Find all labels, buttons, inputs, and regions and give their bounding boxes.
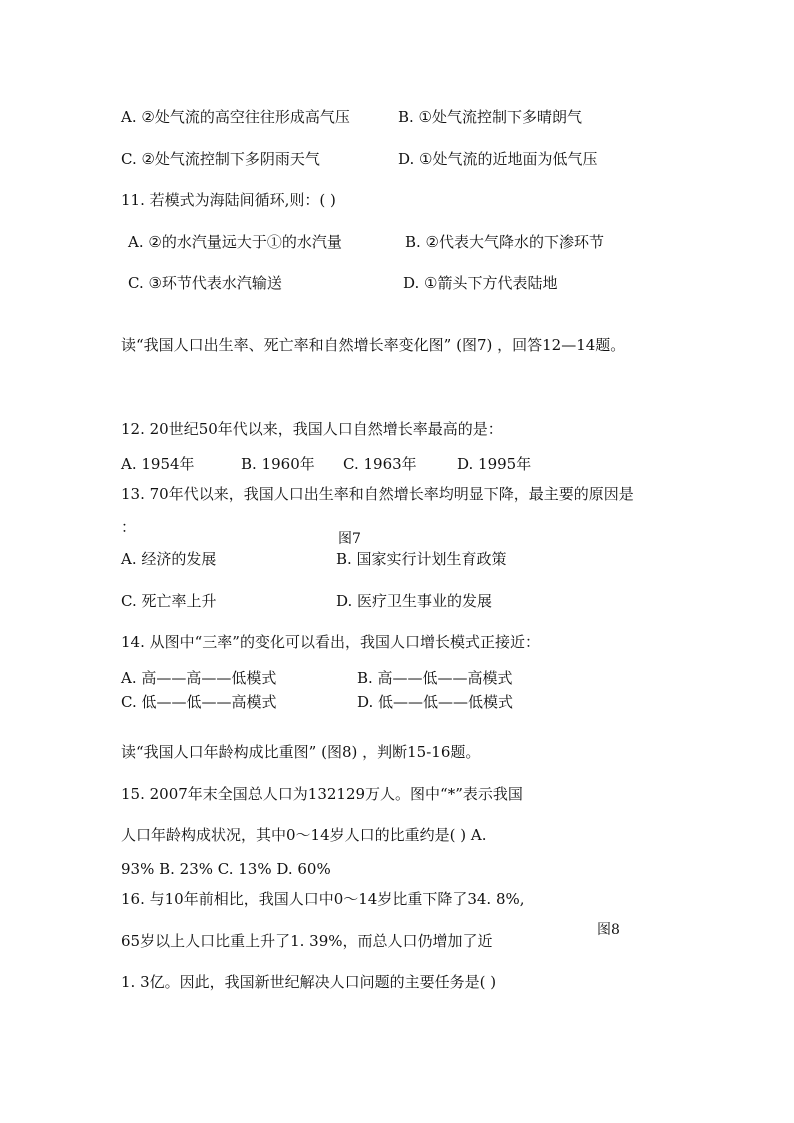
q11-option-a: A. ②的水汽量远大于①的水汽量 bbox=[128, 233, 342, 251]
q12-option-d: D. 1995年 bbox=[457, 455, 532, 473]
q15-line-2: 人口年龄构成状况，其中0～14岁人口的比重约是( ) A. bbox=[121, 826, 487, 844]
q10-option-b: B. ①处气流控制下多晴朗气 bbox=[398, 108, 583, 126]
figure-8-label: 图8 bbox=[597, 922, 620, 938]
q13-option-c: C. 死亡率上升 bbox=[121, 592, 217, 610]
q14-option-d: D. 低——低——低模式 bbox=[357, 693, 514, 711]
q13-stem: 13. 70年代以来，我国人口出生率和自然增长率均明显下降，最主要的原因是 bbox=[121, 485, 634, 503]
q10-option-a: A. ②处气流的高空往往形成高气压 bbox=[121, 108, 350, 126]
q14-option-c: C. 低——低——高模式 bbox=[121, 693, 277, 711]
q10-option-d: D. ①处气流的近地面为低气压 bbox=[398, 150, 598, 168]
figure-7-label: 图7 bbox=[338, 531, 361, 547]
q11-stem: 11. 若模式为海陆间循环,则：( ) bbox=[121, 191, 336, 209]
q13-option-b: B. 国家实行计划生育政策 bbox=[336, 550, 507, 568]
q13-option-d: D. 医疗卫生事业的发展 bbox=[336, 592, 493, 610]
q14-option-b: B. 高——低——高模式 bbox=[357, 669, 513, 687]
q16-line-1: 16. 与10年前相比，我国人口中0～14岁比重下降了34. 8%, bbox=[121, 890, 525, 908]
q12-option-c: C. 1963年 bbox=[343, 455, 417, 473]
q14-stem: 14. 从图中“三率”的变化可以看出，我国人口增长模式正接近： bbox=[121, 633, 540, 651]
q15-line-1: 15. 2007年末全国总人口为132129万人。图中“*”表示我国 bbox=[121, 785, 523, 803]
q11-option-d: D. ①箭头下方代表陆地 bbox=[403, 274, 558, 292]
q12-option-a: A. 1954年 bbox=[121, 455, 195, 473]
q16-line-2: 65岁以上人口比重上升了1. 39%，而总人口仍增加了近 bbox=[121, 932, 493, 950]
q15-line-3: 93% B. 23% C. 13% D. 60% bbox=[121, 860, 331, 878]
q13-option-a: A. 经济的发展 bbox=[121, 550, 217, 568]
q16-line-3: 1. 3亿。因此，我国新世纪解决人口问题的主要任务是( ) bbox=[121, 973, 497, 991]
q10-option-c: C. ②处气流控制下多阴雨天气 bbox=[121, 150, 320, 168]
q13-stem-continuation: ： bbox=[121, 518, 137, 536]
q14-option-a: A. 高——高——低模式 bbox=[121, 669, 277, 687]
q11-option-c: C. ③环节代表水汽输送 bbox=[128, 274, 282, 292]
section-intro-fig7: 读“我国人口出生率、死亡率和自然增长率变化图” (图7) ，回答12—14题。 bbox=[121, 336, 626, 354]
q12-stem: 12. 20世纪50年代以来，我国人口自然增长率最高的是： bbox=[121, 420, 503, 438]
q11-option-b: B. ②代表大气降水的下渗环节 bbox=[405, 233, 605, 251]
q12-option-b: B. 1960年 bbox=[241, 455, 315, 473]
section-intro-fig8: 读“我国人口年龄构成比重图” (图8) ，判断15-16题。 bbox=[121, 743, 481, 761]
